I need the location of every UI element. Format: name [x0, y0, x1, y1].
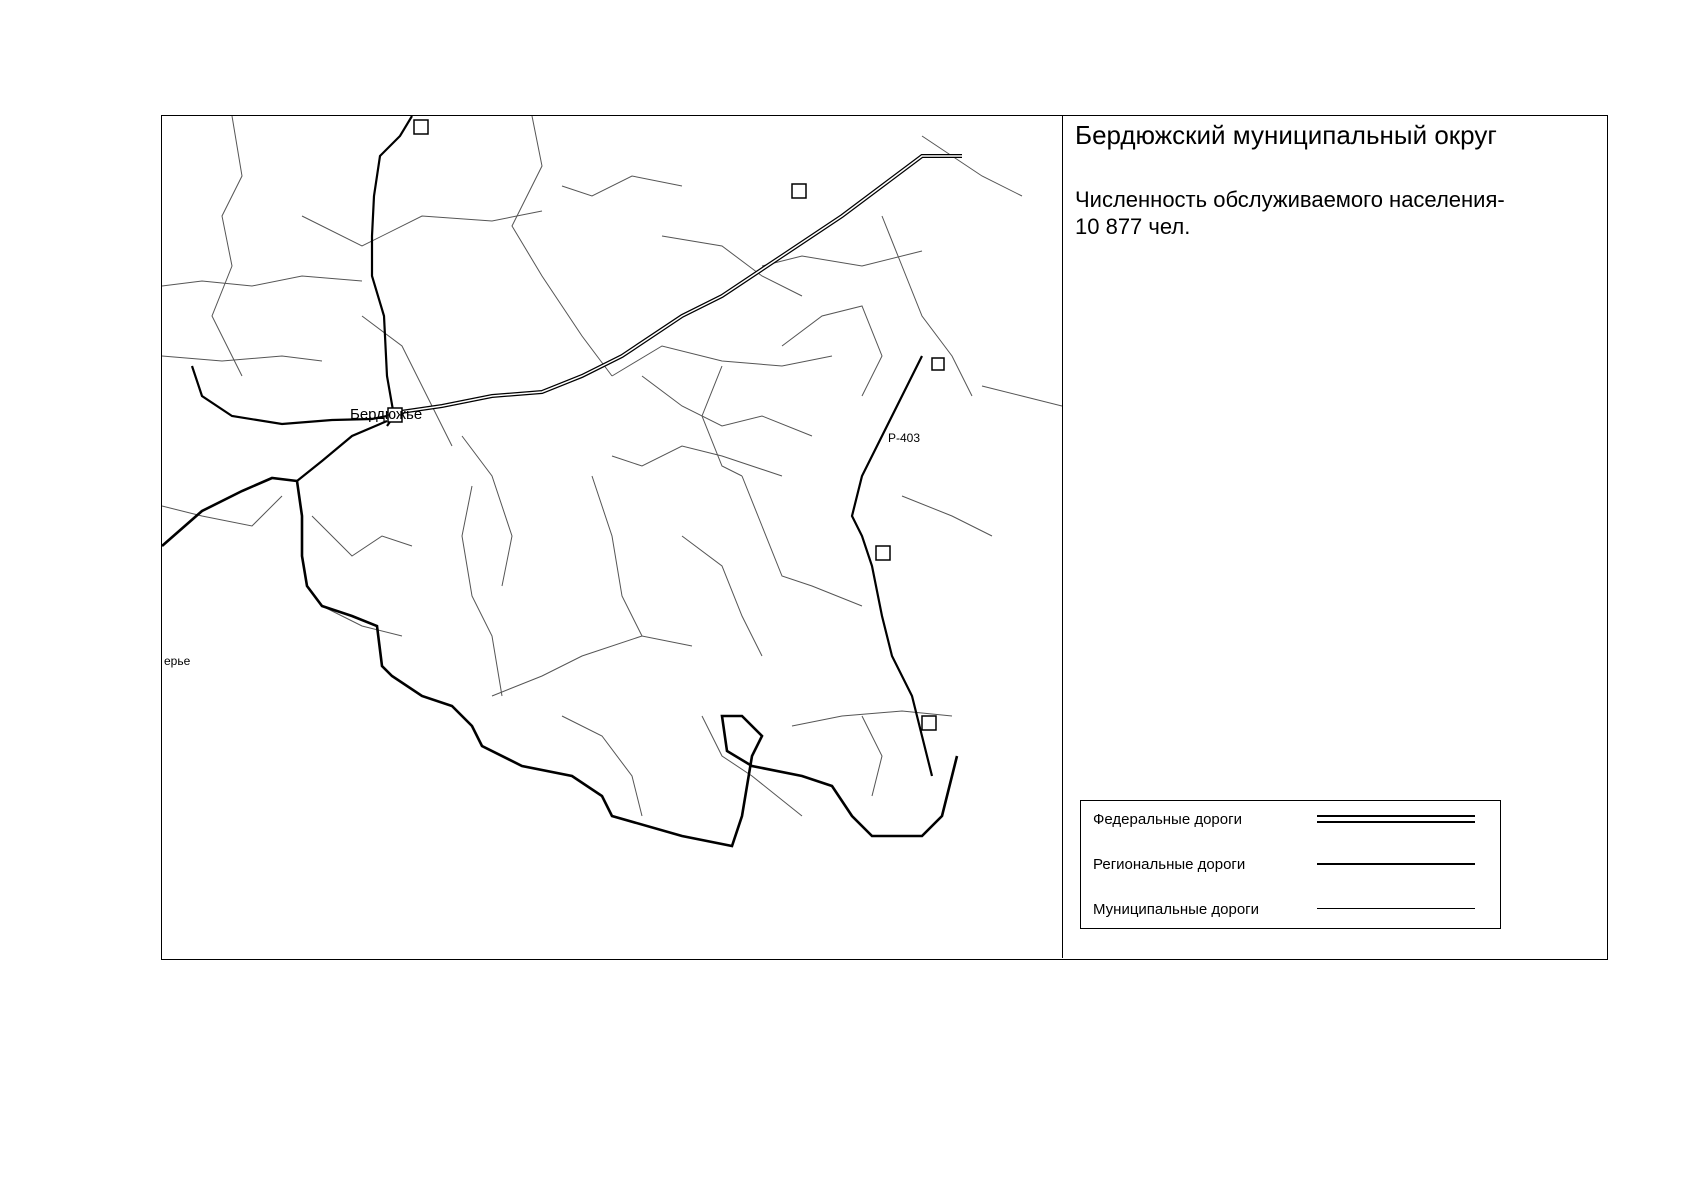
- map-label-berdyuzhye: Бердюжье: [350, 406, 423, 423]
- legend-line-municipal: [1317, 908, 1475, 909]
- district-boundary: [162, 478, 957, 846]
- population-line-2: 10 877 чел.: [1075, 214, 1191, 239]
- population-text: [1075, 186, 1555, 240]
- federal-road: [387, 156, 962, 414]
- map-area[interactable]: [162, 116, 1063, 958]
- map-canvas: [162, 116, 1062, 958]
- legend-label-municipal: Муниципальные дороги: [1093, 901, 1260, 918]
- legend-label-regional: Региональные дороги: [1093, 856, 1246, 873]
- legend-line-federal: [1317, 815, 1475, 823]
- info-panel: [1063, 116, 1607, 959]
- population-line-1: Численность обслуживаемого населения-: [1075, 187, 1505, 212]
- regional-roads: [192, 116, 932, 776]
- district-title: Бердюжский муниципальный округ: [1075, 120, 1497, 150]
- hospital-markers: [388, 120, 944, 730]
- legend-label-federal: Федеральные дороги: [1093, 811, 1242, 828]
- map-frame: [161, 115, 1608, 960]
- minor-roads: [162, 116, 1062, 816]
- map-label-edge: ерье: [164, 654, 191, 668]
- legend-line-regional: [1317, 863, 1475, 865]
- legend: [1080, 800, 1501, 929]
- map-label-r403: Р-403: [888, 431, 921, 445]
